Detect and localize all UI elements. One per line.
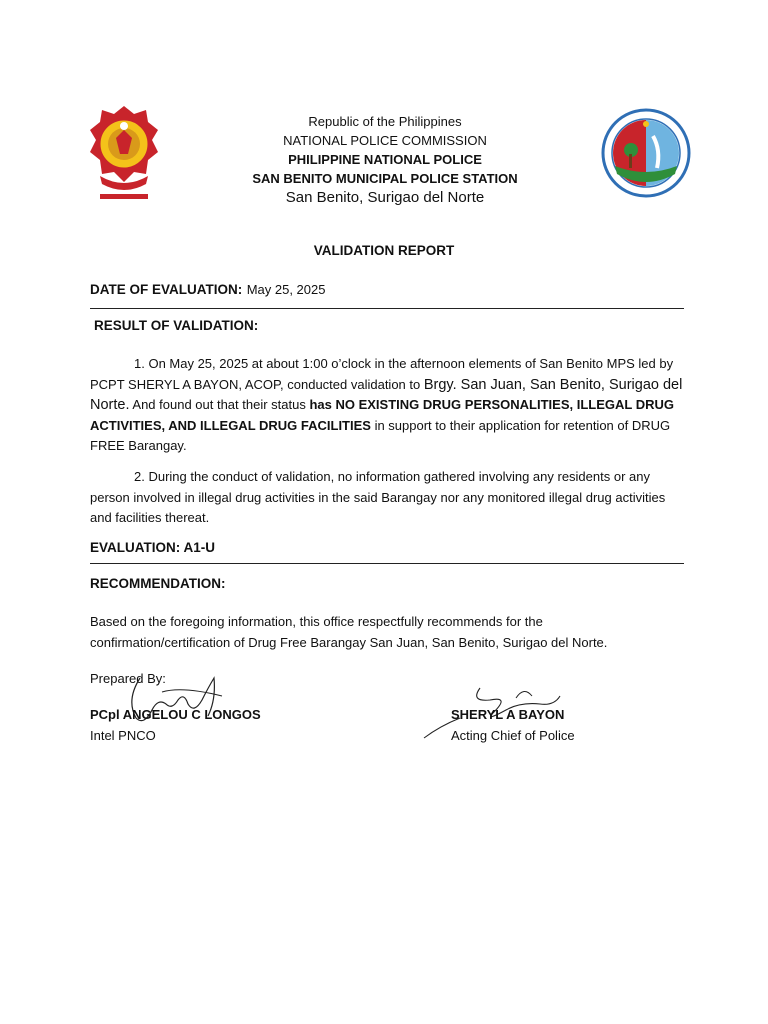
divider: [90, 563, 684, 564]
municipal-seal-icon: [601, 106, 691, 200]
header-line-republic: Republic of the Philippines: [308, 114, 462, 129]
document-title: VALIDATION REPORT: [313, 243, 455, 258]
date-value: May 25, 2025: [246, 282, 326, 297]
recommendation-text: Based on the foregoing information, this office respectfully recommends for the confirmation/certification of Drug Free Barangay San Juan, San Benito, Surigao del Norte.: [90, 614, 608, 650]
signer2-title: Acting Chief of Police: [451, 728, 575, 743]
para1-a: 1. On May 25, 2025 at about 1:00 o’clock in the afternoon elements of San Benito MPS led by PCPT SHERYL A BAYON, ACOP, conducted validation to: [90, 356, 674, 392]
para1-finding: has NO EXISTING DRUG PERSONALITIES, ILLEGAL DRUG ACTIVITIES, AND ILLEGAL DRUG FACILITIES: [90, 397, 674, 433]
pnp-seal-icon: [86, 102, 162, 202]
evaluation: EVALUATION: A1-U: [90, 540, 215, 555]
paragraph-1: [90, 354, 684, 457]
para1-barangay: Brgy. San Juan, San Benito, Surigao del Norte.: [90, 376, 683, 413]
header-line-napolcom: NATIONAL POLICE COMMISSION: [283, 133, 487, 148]
para1-e: in support to their application for retention of DRUG FREE Barangay.: [90, 417, 671, 453]
prepared-by-label: Prepared By:: [90, 671, 166, 686]
result-label: RESULT OF VALIDATION:: [94, 318, 259, 333]
letterhead: [200, 112, 570, 207]
date-label: DATE OF EVALUATION:: [90, 282, 243, 297]
divider: [90, 308, 684, 309]
header-line-station: SAN BENITO MUNICIPAL POLICE STATION: [252, 171, 518, 186]
signer2-name: SHERYL A BAYON: [451, 707, 565, 722]
para2-text: 2. During the conduct of validation, no information gathered involving any residents or any person involved in illegal drug activities in the said Barangay nor any monitored illegal drug activities and facilities thereat.: [90, 469, 666, 525]
date-of-evaluation: [90, 281, 325, 299]
signer1-title: Intel PNCO: [90, 728, 156, 743]
header-line-pnp: PHILIPPINE NATIONAL POLICE: [288, 152, 482, 167]
header-line-location: San Benito, Surigao del Norte: [285, 189, 485, 206]
para1-c: And found out that their status: [129, 397, 310, 412]
signer1-name: PCpl ANGELOU C LONGOS: [90, 707, 261, 722]
recommendation-label: RECOMMENDATION:: [90, 576, 226, 591]
paragraph-2: [90, 467, 684, 529]
